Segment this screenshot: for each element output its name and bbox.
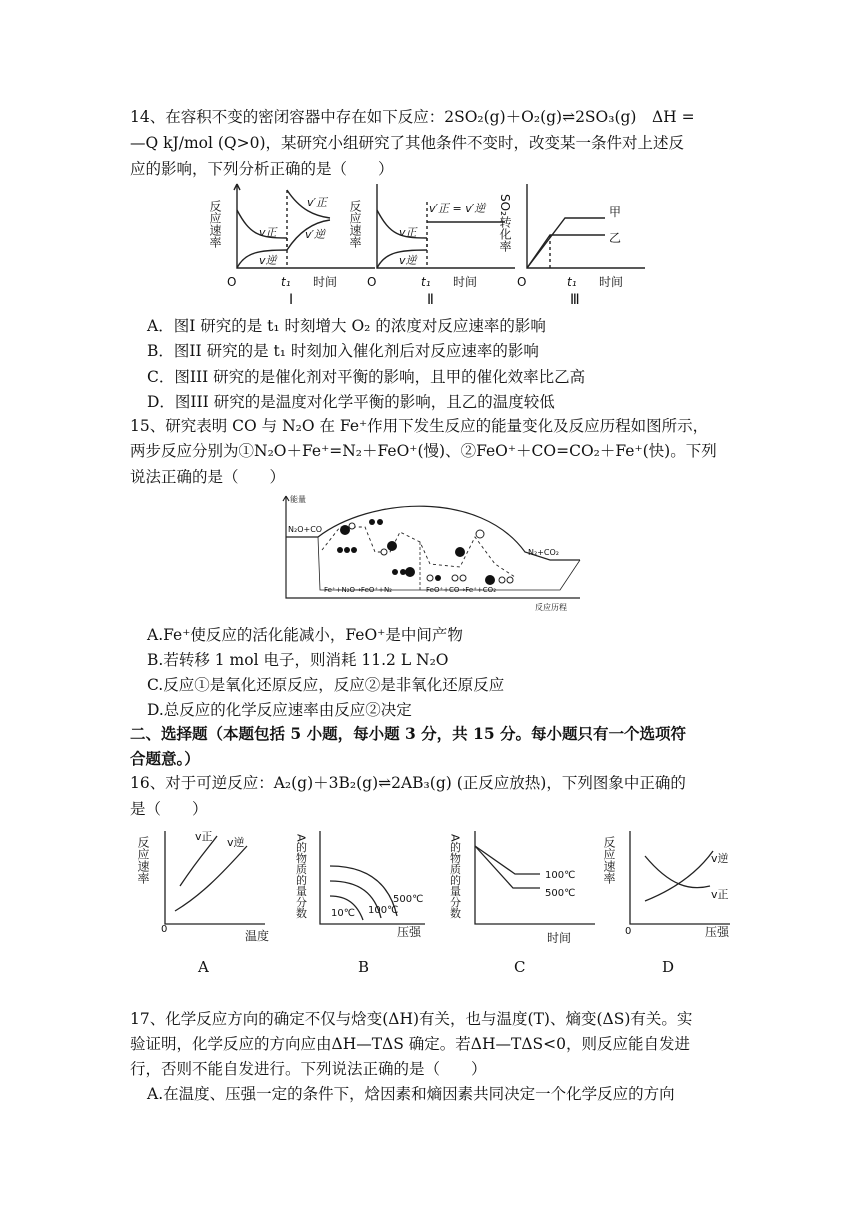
graph2-vrev: v逆	[399, 254, 417, 267]
energy-step1-label: Fe⁺+N₂O→FeO⁺+N₂	[324, 586, 392, 594]
graph1-vfwd: v正	[259, 226, 277, 239]
graph2-numeral: Ⅱ	[427, 292, 434, 308]
graph1-t1: t₁	[281, 275, 291, 289]
q16a-vfwd: v正	[195, 830, 213, 843]
energy-ylabel: 能量	[290, 495, 306, 504]
energy-axes	[286, 496, 580, 598]
q17-stem-line1: 17、化学反应方向的确定不仅与焓变(ΔH)有关，也与温度(T)、熵变(ΔS)有关。实	[130, 1010, 693, 1028]
q16a-xlabel: 温度	[245, 929, 270, 943]
graph3-yi-line	[527, 235, 605, 268]
graph1-origin: O	[227, 275, 237, 289]
graph1-vrev: v逆	[259, 254, 277, 267]
section2-heading-line2: 合题意。）	[130, 749, 200, 768]
graph3-t1: t₁	[567, 275, 577, 289]
graph3-yi: 乙	[609, 231, 622, 245]
reaction-pathway	[322, 527, 515, 577]
graph2-origin: O	[367, 275, 377, 289]
graph2-equal-label: v′正 = v′逆	[429, 202, 486, 215]
q14-stem-line3: 应的影响，下列分析正确的是（ ）	[130, 160, 394, 178]
q15-option-d: D.总反应的化学反应速率由反应②决定	[147, 701, 412, 719]
graph1-vfwd-prime: v′正	[307, 196, 328, 209]
q16a-zero: 0	[161, 924, 168, 935]
q16a-vrev: v逆	[227, 836, 245, 849]
graph3-numeral: Ⅲ	[570, 292, 580, 308]
q15-option-a: A.Fe⁺使反应的活化能减小，FeO⁺是中间产物	[147, 626, 463, 644]
graph1-ylabel: 反应速率	[208, 200, 222, 248]
graph1-vrev-prime: v′逆	[305, 228, 326, 241]
energy-step2-label: FeO⁺+CO→Fe⁺+CO₂	[426, 586, 496, 594]
q16d-ylabel: 反应速率	[602, 836, 616, 884]
q15-stem-line2: 两步反应分别为①N₂O＋Fe⁺=N₂＋FeO⁺(慢)、②FeO⁺＋CO=CO₂＋Fe⁺(快)。下列	[130, 442, 717, 460]
graph2-ylabel: 反应速率	[348, 200, 362, 248]
q17-stem-line2: 验证明，化学反应的方向应由ΔH—TΔS 确定。若ΔH—TΔS<0，则反应能自发进	[130, 1035, 690, 1053]
q15-option-c: C.反应①是氧化还原反应，反应②是非氧化还原反应	[147, 676, 505, 694]
q16-label-b: B	[358, 958, 370, 976]
q16b-xlabel: 压强	[397, 925, 422, 939]
graph1-numeral: Ⅰ	[289, 292, 294, 308]
q14-figure	[205, 180, 655, 315]
graph2-vfwd: v正	[399, 226, 417, 239]
q16-label-c: C	[514, 958, 526, 976]
q15-stem-line1: 15、研究表明 CO 与 N₂O 在 Fe⁺作用下发生反应的能量变化及反应历程如图所示，	[130, 417, 709, 435]
energy-xlabel: 反应历程	[535, 603, 567, 612]
q16d-vfwd-curve	[645, 856, 710, 888]
q16d-axes	[630, 831, 730, 924]
q16b-500: 500℃	[393, 894, 424, 905]
q16c-100-line	[475, 846, 540, 874]
energy-start-label: N₂O+CO	[288, 525, 323, 534]
q16d-vfwd: v正	[711, 888, 729, 901]
q14-option-b: B．图II 研究的是 t₁ 时刻加入催化剂后对反应速率的影响	[147, 342, 539, 360]
q16c-xlabel: 时间	[547, 931, 572, 945]
q14-option-c: C．图III 研究的是催化剂对平衡的影响，且甲的催化效率比乙高	[147, 368, 586, 386]
q16c-ylabel: A的物质的量分数	[448, 834, 462, 919]
q17-stem-line3: 行，否则不能自发进行。下列说法正确的是（ ）	[130, 1060, 487, 1078]
q16a-ylabel: 反应速率	[136, 836, 150, 884]
graph2-t1: t₁	[421, 275, 431, 289]
graph2-time: 时间	[453, 275, 478, 289]
q16-label-d: D	[662, 958, 675, 976]
q16b-10: 10℃	[331, 908, 355, 919]
q15-energy-diagram	[280, 492, 590, 612]
q16d-zero: 0	[625, 926, 632, 937]
q16-label-a: A	[198, 958, 209, 976]
q16-figures	[135, 826, 745, 951]
q16d-xlabel: 压强	[705, 925, 730, 939]
graph3-jia: 甲	[609, 205, 622, 219]
q16d-vrev: v逆	[711, 852, 729, 865]
q16-stem-line2: 是（ ）	[130, 800, 208, 818]
q16a-axes	[165, 831, 265, 924]
q16d-vrev-curve	[645, 851, 713, 901]
q16c-500: 500℃	[545, 888, 576, 899]
q14-stem-line2: —Q kJ/mol (Q>0)，某研究小组研究了其他条件不变时，改变某一条件对上述反	[130, 134, 685, 152]
section2-heading-line1: 二、选择题（本题包括 5 小题，每小题 3 分，共 15 分。每小题只有一个选项符	[130, 724, 687, 743]
q16c-axes	[475, 831, 595, 924]
graph2-axes	[377, 184, 515, 268]
graph3-axes	[527, 184, 645, 268]
q17-option-a: A.在温度、压强一定的条件下，焓因素和熵因素共同决定一个化学反应的方向	[147, 1085, 675, 1103]
q16c-100: 100℃	[545, 870, 576, 881]
energy-end-label: N₂+CO₂	[528, 548, 559, 557]
graph3-jia-line	[527, 218, 605, 268]
q16-stem-line1: 16、对于可逆反应：A₂(g)＋3B₂(g)⇌2AB₃(g) (正反应放热)，下列图象中正确的	[130, 774, 686, 792]
q16a-vfwd-curve	[180, 836, 217, 886]
graph3-origin: O	[517, 275, 527, 289]
q14-option-a: A．图I 研究的是 t₁ 时刻增大 O₂ 的浓度对反应速率的影响	[147, 317, 546, 335]
q14-option-d: D．图III 研究的是温度对化学平衡的影响，且乙的温度较低	[147, 393, 555, 411]
q16b-ylabel: A的物质的量分数	[294, 834, 308, 919]
q15-stem-line3: 说法正确的是（ ）	[130, 468, 286, 486]
graph3-ylabel: SO₂转化率	[498, 194, 512, 252]
q16b-100: 100℃	[368, 905, 399, 916]
q15-option-b: B.若转移 1 mol 电子，则消耗 11.2 L N₂O	[147, 651, 449, 669]
graph1-time: 时间	[313, 275, 338, 289]
graph3-time: 时间	[599, 275, 624, 289]
q14-stem-line1: 14、在容积不变的密闭容器中存在如下反应：2SO₂(g)＋O₂(g)⇌2SO₃(g) ΔH =	[130, 108, 695, 126]
